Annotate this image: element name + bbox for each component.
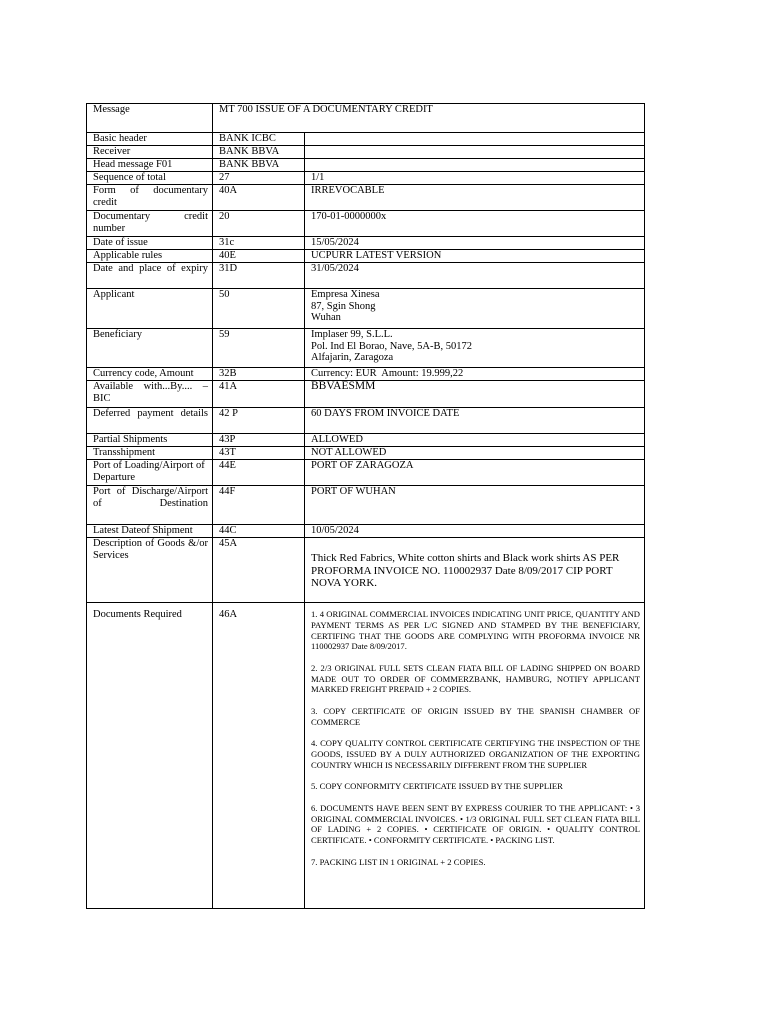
label-expiry: Date and place of expiry — [87, 263, 213, 289]
tag-latest-shipment: 44C — [213, 525, 305, 538]
tag-available: 41A — [213, 381, 305, 408]
row-partial-shipments — [87, 434, 645, 447]
row-loading — [87, 460, 645, 486]
label-message: Message — [87, 104, 213, 133]
label-partial-shipments: Partial Shipments — [87, 434, 213, 447]
tag-applicant: 50 — [213, 289, 305, 329]
row-form — [87, 185, 645, 211]
value-currency: Currency: EUR Amount: 19.999,22 — [305, 368, 645, 381]
label-credit-number: Documentary credit number — [87, 211, 213, 237]
label-date-of-issue: Date of issue — [87, 237, 213, 250]
value-basic-header: BANK ICBC — [213, 133, 305, 146]
document-item: 1. 4 ORIGINAL COMMERCIAL INVOICES INDICATING UNIT PRICE, QUANTITY AND PAYMENT TERMS AS PER L/C SIGNED AND STAMPED BY THE BENEFICIARY, CERTIFING THAT THE GOODS ARE COMPLYING WITH PROFORMA INVOICE NR 110002937 Date 8/09/2017. — [311, 609, 641, 652]
value-head-message: BANK BBVA — [213, 159, 305, 172]
tag-form: 40A — [213, 185, 305, 211]
tag-transshipment: 43T — [213, 447, 305, 460]
row-latest-shipment — [87, 525, 645, 538]
row-available — [87, 381, 645, 408]
document-item: 5. COPY CONFORMITY CERTIFICATE ISSUED BY THE SUPPLIER — [311, 781, 563, 792]
value-available: BBVAESMM — [305, 381, 645, 408]
goods-description: Thick Red Fabrics, White cotton shirts and Black work shirts AS PER PROFORMA INVOICE NO. 110002937 Date 8/09/2017 CIP PORT NOVA YORK. — [311, 552, 620, 589]
value-form: IRREVOCABLE — [305, 185, 645, 211]
mt700-documentary-credit-table — [86, 103, 645, 909]
tag-partial-shipments: 43P — [213, 434, 305, 447]
applicant-line: Wuhan — [311, 312, 341, 323]
row-head-message — [87, 159, 645, 172]
tag-date-of-issue: 31c — [213, 237, 305, 250]
value-partial-shipments: ALLOWED — [305, 434, 645, 447]
value-deferred: 60 DAYS FROM INVOICE DATE — [305, 408, 645, 434]
tag-currency: 32B — [213, 368, 305, 381]
row-currency — [87, 368, 645, 381]
applicant-line: Empresa Xinesa — [311, 289, 380, 300]
row-expiry — [87, 263, 645, 289]
row-basic-header — [87, 133, 645, 146]
row-transshipment — [87, 447, 645, 460]
label-available: Available with...By.... –BIC — [87, 381, 213, 408]
value-documents — [305, 603, 645, 909]
document-item: 7. PACKING LIST IN 1 ORIGINAL + 2 COPIES. — [311, 856, 486, 867]
label-head-message: Head message F01 — [87, 159, 213, 172]
label-receiver: Receiver — [87, 146, 213, 159]
label-currency: Currency code, Amount — [87, 368, 213, 381]
tag-discharge: 44F — [213, 486, 305, 525]
row-goods — [87, 538, 645, 603]
label-beneficiary: Beneficiary — [87, 329, 213, 368]
value-applicant — [305, 289, 645, 329]
value-discharge: PORT OF WUHAN — [305, 486, 645, 525]
row-credit-number — [87, 211, 645, 237]
label-basic-header: Basic header — [87, 133, 213, 146]
value-loading: PORT OF ZARAGOZA — [305, 460, 645, 486]
tag-applicable-rules: 40E — [213, 250, 305, 263]
value-sequence: 1/1 — [305, 172, 645, 185]
document-item: 3. COPY CERTIFICATE OF ORIGIN ISSUED BY THE SPANISH CHAMBER OF COMMERCE — [311, 705, 641, 727]
document-item: 6. DOCUMENTS HAVE BEEN SENT BY EXPRESS COURIER TO THE APPLICANT: • 3 ORIGINAL COMMERCIAL INVOICES. • 1/3 ORIGINAL FULL SET CLEAN FIATA BILL OF LADING + 2 COPIES. • CERTIFICATE OF ORIGIN. • QUALITY CONTROL CERTIFICATE. • CONFORMITY CERTIFICATE. • PACKING LIST. — [311, 802, 641, 846]
label-deferred: Deferred payment details — [87, 408, 213, 434]
tag-goods: 45A — [213, 538, 305, 603]
tag-deferred: 42 P — [213, 408, 305, 434]
applicant-line: 87, Sgin Shong — [311, 300, 376, 312]
label-applicant: Applicant — [87, 289, 213, 329]
value-transshipment: NOT ALLOWED — [305, 447, 645, 460]
document-item: 4. COPY QUALITY CONTROL CERTIFICATE CERTIFYING THE INSPECTION OF THE GOODS, ISSUED BY A DULY AUTHORIZED ORGANIZATION OF THE EXPORTING COUNTRY WHICH IS NECESSARILY DIFFERENT FROM THE SUPPLIER — [311, 738, 641, 770]
value-expiry: 31/05/2024 — [305, 263, 645, 289]
row-deferred — [87, 408, 645, 434]
label-latest-shipment: Latest Dateof Shipment — [87, 525, 213, 538]
tag-loading: 44E — [213, 460, 305, 486]
document-item: 2. 2/3 ORIGINAL FULL SETS CLEAN FIATA BILL OF LADING SHIPPED ON BOARD MADE OUT TO ORDER OF COMMERZBANK, HAMBURG, NOTIFY APPLICANT MARKED FREIGHT PREPAID + 2 COPIES. — [311, 662, 641, 695]
value-credit-number: 170-01-0000000x — [305, 211, 645, 237]
value-receiver: BANK BBVA — [213, 146, 305, 159]
tag-sequence: 27 — [213, 172, 305, 185]
row-beneficiary — [87, 329, 645, 368]
label-documents: Documents Required — [87, 603, 213, 909]
tag-credit-number: 20 — [213, 211, 305, 237]
row-message — [87, 104, 645, 133]
row-applicant — [87, 289, 645, 329]
label-sequence: Sequence of total — [87, 172, 213, 185]
beneficiary-line: Alfajarin, Zaragoza — [311, 352, 394, 363]
label-form: Form of documentary credit — [87, 185, 213, 211]
row-receiver — [87, 146, 645, 159]
tag-expiry: 31D — [213, 263, 305, 289]
beneficiary-line: Pol. Ind El Borao, Nave, 5A-B, 50172 — [311, 340, 472, 352]
label-goods: Description of Goods &/or Services — [87, 538, 213, 603]
value-beneficiary — [305, 329, 645, 368]
row-applicable-rules — [87, 250, 645, 263]
empty-cell — [305, 146, 645, 159]
row-date-of-issue — [87, 237, 645, 250]
value-message: MT 700 ISSUE OF A DOCUMENTARY CREDIT — [213, 104, 645, 133]
tag-beneficiary: 59 — [213, 329, 305, 368]
empty-cell — [305, 133, 645, 146]
row-documents — [87, 603, 645, 909]
label-loading: Port of Loading/Airport of Departure — [87, 460, 213, 486]
row-sequence — [87, 172, 645, 185]
tag-documents: 46A — [213, 603, 305, 909]
label-discharge: Port of Discharge/Airport of Destination — [87, 486, 213, 525]
label-applicable-rules: Applicable rules — [87, 250, 213, 263]
value-goods — [305, 538, 645, 603]
row-discharge — [87, 486, 645, 525]
value-latest-shipment: 10/05/2024 — [305, 525, 645, 538]
value-applicable-rules: UCPURR LATEST VERSION — [305, 250, 645, 263]
empty-cell — [305, 159, 645, 172]
value-date-of-issue: 15/05/2024 — [305, 237, 645, 250]
label-transshipment: Transshipment — [87, 447, 213, 460]
beneficiary-line: Implaser 99, S.L.L. — [311, 329, 393, 340]
